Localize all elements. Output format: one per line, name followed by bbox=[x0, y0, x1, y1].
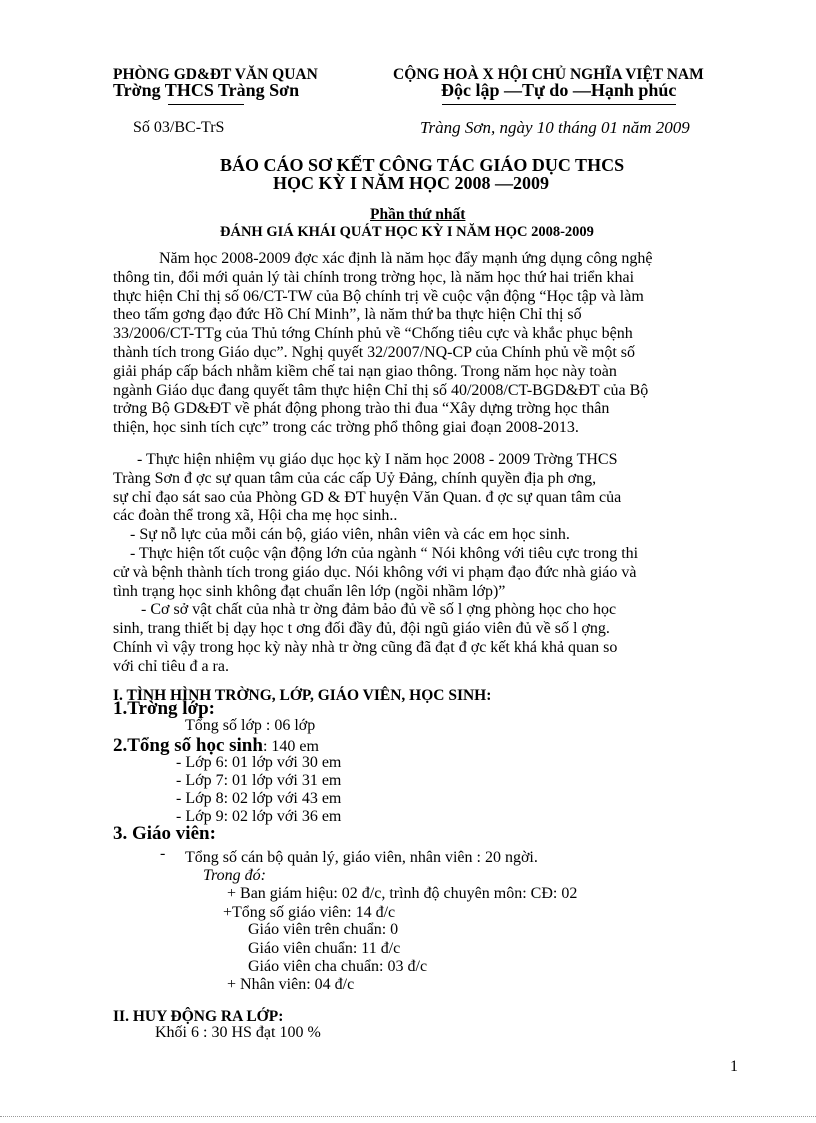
intro-line: thông tin, đổi mới quản lý tài chính trong trờng học, là năm học thứ hai triển khai bbox=[113, 268, 635, 286]
page-number: 1 bbox=[730, 1058, 738, 1075]
national-motto: Độc lập —Tự do —Hạnh phúc bbox=[441, 80, 677, 100]
context-line: với chỉ tiêu đ a ra. bbox=[113, 657, 229, 675]
intro-line: 33/2006/CT-TTg của Thủ tớng Chính phủ về “Chống tiêu cực và khắc phục bệnh bbox=[113, 325, 633, 343]
intro-line: ngành Giáo dục đang quyết tâm thực hiện Chỉ thị số 40/2008/CT-BGD&ĐT của Bộ bbox=[113, 381, 649, 399]
document-number: Số 03/BC-TrS bbox=[133, 119, 225, 136]
grade-6-mobilization: Khối 6 : 30 HS đạt 100 % bbox=[155, 1024, 321, 1041]
in-which-label: Trong đó: bbox=[203, 867, 266, 884]
context-line: - Cơ sở vật chất của nhà tr ờng đảm bảo đủ về số l ợng phòng học cho học bbox=[141, 601, 617, 619]
department-name: PHÒNG GD&ĐT VĂN QUAN bbox=[113, 66, 318, 83]
report-title-line-1: BÁO CÁO SƠ KẾT CÔNG TÁC GIÁO DỤC THCS bbox=[220, 155, 625, 175]
part-heading: Phần thứ nhất bbox=[370, 206, 466, 223]
context-line: Tràng Sơn đ ợc sự quan tâm của các cấp Uỷ Đảng, chính quyền địa ph ơng, bbox=[113, 469, 597, 487]
context-line: Chính vì vậy trong học kỳ này nhà tr ờng cũng đã đạt đ ợc kết khá khả quan so bbox=[113, 638, 618, 656]
staff-line: + Nhân viên: 04 đ/c bbox=[227, 976, 355, 993]
part-subheading: ĐÁNH GIÁ KHÁI QUÁT HỌC KỲ I NĂM HỌC 2008-2009 bbox=[220, 224, 594, 240]
intro-line: thành tích trong Giáo dục”. Nghị quyết 32/2007/NQ-CP của Chính phủ về một số bbox=[113, 343, 636, 361]
intro-line: thiện, học sinh tích cực” trong các trờng phổ thông giai đoạn 2008-2013. bbox=[113, 419, 579, 437]
context-line: - Sự nỗ lực của mỗi cán bộ, giáo viên, nhân viên và các em học sinh. bbox=[130, 526, 570, 544]
report-title-line-2: HỌC KỲ I NĂM HỌC 2008 —2009 bbox=[273, 173, 549, 193]
intro-line: trởng Bộ GD&ĐT về phát động phong trào thi đua “Xây dựng trờng học thân bbox=[113, 400, 610, 418]
below-standard-line: Giáo viên cha chuẩn: 03 đ/c bbox=[248, 958, 428, 975]
grade-9-line: - Lớp 9: 02 lớp với 36 em bbox=[176, 808, 342, 825]
teacher-total-line: +Tổng số giáo viên: 14 đ/c bbox=[223, 904, 396, 921]
section-1-heading: I. TÌNH HÌNH TRỜNG, LỚP, GIÁO VIÊN, HỌC SINH: bbox=[113, 687, 492, 704]
grade-8-line: - Lớp 8: 02 lớp với 43 em bbox=[176, 790, 342, 807]
grade-7-line: - Lớp 7: 01 lớp với 31 em bbox=[176, 772, 342, 789]
intro-paragraph bbox=[113, 250, 721, 438]
board-line: + Ban giám hiệu: 02 đ/c, trình độ chuyên môn: CĐ: 02 bbox=[227, 885, 578, 902]
footer-dotted-line bbox=[0, 1116, 816, 1117]
context-line: cử và bệnh thành tích trong giáo dục. Nói không với vi phạm đạo đức nhà giáo và bbox=[113, 563, 637, 581]
school-name: Trờng THCS Tràng Sơn bbox=[113, 80, 300, 100]
context-line: - Thực hiện nhiệm vụ giáo dục học kỳ I năm học 2008 - 2009 Trờng THCS bbox=[137, 451, 618, 468]
context-line: các đoàn thể trong xã, Hội cha mẹ học sinh.. bbox=[113, 507, 398, 525]
context-line: sự chỉ đạo sát sao của Phòng GD & ĐT huyện Văn Quan. đ ợc sự quan tâm của bbox=[113, 488, 622, 506]
place-and-date: Tràng Sơn, ngày 10 tháng 01 năm 2009 bbox=[420, 118, 690, 137]
motto-underline bbox=[442, 104, 676, 105]
intro-line: theo tấm gơng đạo đức Hồ Chí Minh”, là năm thứ ba thực hiện Chỉ thị số bbox=[113, 306, 582, 324]
total-classes: Tổng số lớp : 06 lớp bbox=[185, 717, 316, 734]
intro-line: thực hiện Chỉ thị số 06/CT-TW của Bộ chính trị về cuộc vận động “Học tập và làm bbox=[113, 287, 644, 305]
above-standard-line: Giáo viên trên chuẩn: 0 bbox=[248, 921, 399, 938]
students-value: : 140 em bbox=[262, 738, 319, 755]
teachers-label: 3. Giáo viên: bbox=[113, 823, 216, 844]
bullet-dash: - bbox=[160, 845, 166, 862]
school-underline bbox=[168, 104, 244, 105]
grade-6-line: - Lớp 6: 01 lớp với 30 em bbox=[176, 754, 342, 771]
standard-line: Giáo viên chuẩn: 11 đ/c bbox=[248, 940, 401, 957]
context-line: sinh, trang thiết bị dạy học t ơng đối đầy đủ, đội ngũ giáo viên đủ về số l ợng. bbox=[113, 620, 610, 638]
context-line: - Thực hiện tốt cuộc vận động lớn của ngành “ Nói không với tiêu cực trong thi bbox=[130, 544, 639, 562]
staff-total: Tổng số cán bộ quản lý, giáo viên, nhân viên : 20 ngời. bbox=[185, 849, 538, 866]
context-paragraph bbox=[113, 451, 735, 677]
nation-name: CỘNG HOÀ X HỘI CHỦ NGHĨA VIỆT NAM bbox=[393, 66, 704, 83]
classes-label: 1.Trờng lớp: bbox=[113, 698, 215, 719]
section-2-heading: II. HUY ĐỘNG RA LỚP: bbox=[113, 1008, 284, 1025]
students-label: 2.Tổng số học sinh bbox=[113, 735, 263, 756]
intro-line: Năm học 2008-2009 đợc xác định là năm học đẩy mạnh ứng dụng công nghệ bbox=[159, 250, 653, 267]
context-line: tình trạng học sinh không đạt chuẩn lên lớp (ngồi nhầm lớp)” bbox=[113, 582, 506, 600]
intro-line: giải pháp cấp bách nhằm kiềm chế tai nạn giao thông. Trong năm học này toàn bbox=[113, 362, 617, 380]
